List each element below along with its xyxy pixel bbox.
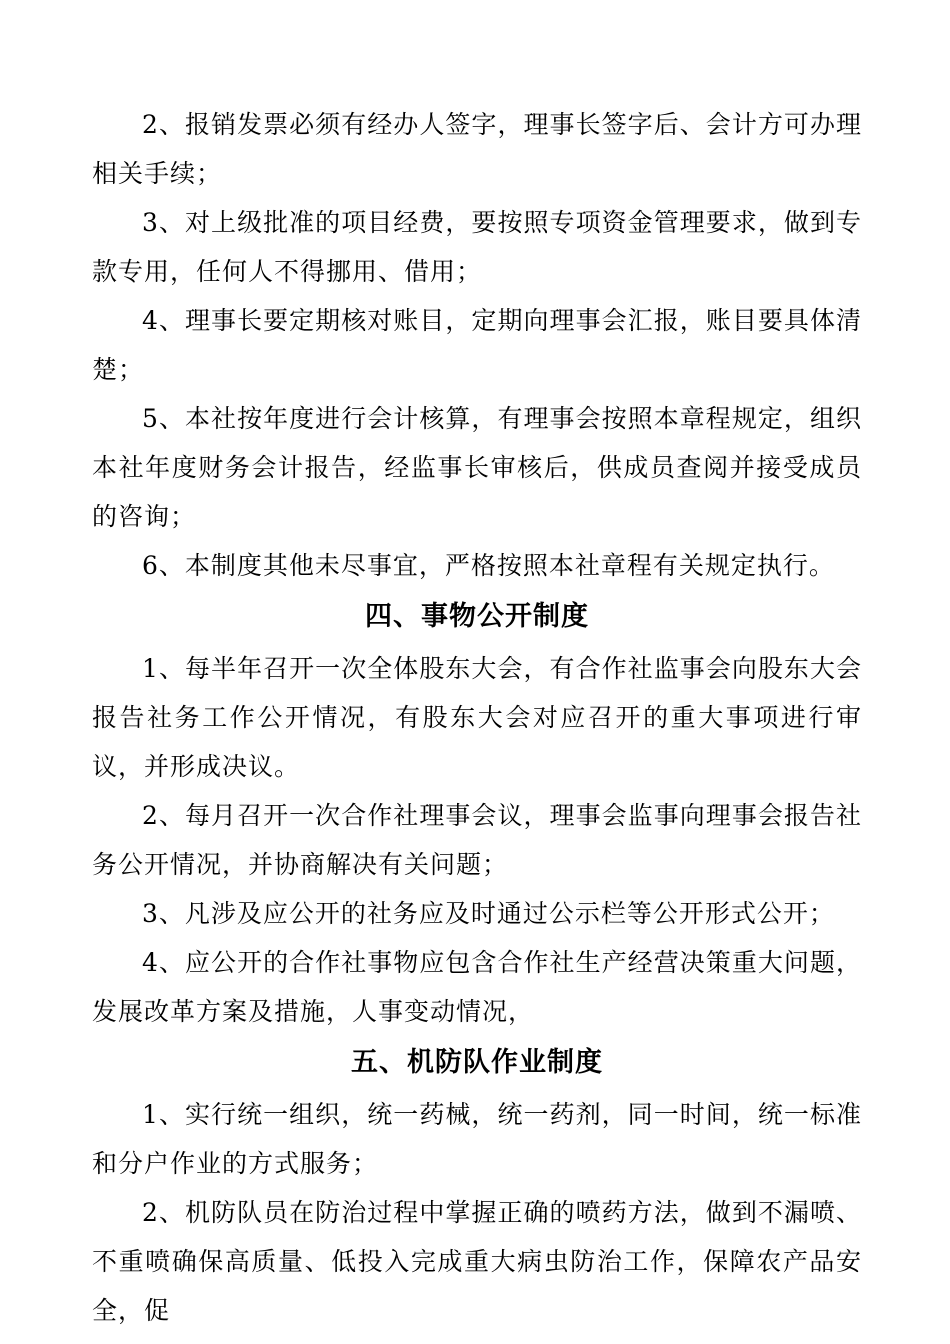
section-4-title: 四、事物公开制度 xyxy=(365,601,589,632)
section-4-item-1: 1、每半年召开一次全体股东大会，有合作社监事会向股东大会报告社务工作公开情况，有股东大会对应召开的重大事项进行审议，并形成决议。 xyxy=(92,654,862,781)
section-4-item-4: 4、应公开的合作社事物应包含合作社生产经营决策重大问题，发展改革方案及措施，人事变动情况， xyxy=(92,948,862,1026)
document-page xyxy=(92,100,862,1335)
finance-item-5: 5、本社按年度进行会计核算，有理事会按照本章程规定，组织本社年度财务会计报告，经监事长审核后，供成员查阅并接受成员的咨询； xyxy=(92,404,862,531)
section-5-title: 五、机防队作业制度 xyxy=(351,1047,603,1078)
section-4-item-2: 2、每月召开一次合作社理事会议，理事会监事向理事会报告社务公开情况，并协商解决有关问题； xyxy=(92,801,862,879)
section-5-item-1: 1、实行统一组织，统一药械，统一药剂，同一时间，统一标准和分户作业的方式服务； xyxy=(92,1100,862,1178)
section-4-item-3: 3、凡涉及应公开的社务应及时通过公示栏等公开形式公开； xyxy=(142,899,835,928)
finance-item-4: 4、理事长要定期核对账目，定期向理事会汇报，账目要具体清楚； xyxy=(92,306,862,384)
finance-item-2: 2、报销发票必须有经办人签字，理事长签字后、会计方可办理相关手续； xyxy=(92,110,862,188)
finance-item-3: 3、对上级批准的项目经费，要按照专项资金管理要求，做到专款专用，任何人不得挪用、借用； xyxy=(92,208,862,286)
finance-item-6: 6、本制度其他未尽事宜，严格按照本社章程有关规定执行。 xyxy=(142,551,835,580)
section-5-item-2: 2、机防队员在防治过程中掌握正确的喷药方法，做到不漏喷、不重喷确保高质量、低投入完成重大病虫防治工作，保障农产品安全，促 xyxy=(92,1198,862,1325)
